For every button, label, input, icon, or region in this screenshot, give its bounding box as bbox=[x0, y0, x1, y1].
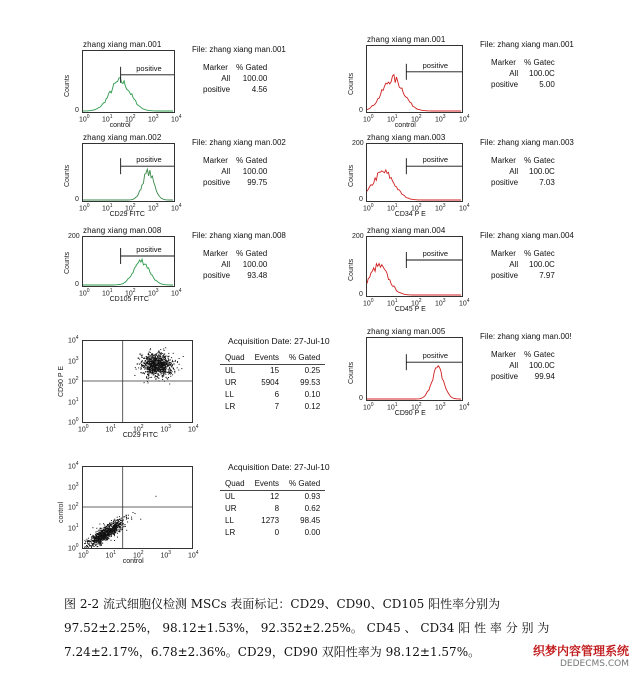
y-tick-max: 200 bbox=[68, 233, 80, 240]
marker-table-header: % Gated bbox=[236, 63, 268, 72]
marker-name: All bbox=[221, 167, 231, 176]
marker-table bbox=[200, 62, 270, 95]
x-tick-label: $10^1$ bbox=[105, 424, 117, 434]
x-axis-label: CD45 P E bbox=[394, 306, 426, 313]
quadrant-events: 6 bbox=[274, 390, 280, 399]
y-axis-label: Counts bbox=[348, 73, 355, 96]
quadrant-table-header: Events bbox=[250, 478, 284, 491]
histogram-plot bbox=[82, 236, 176, 288]
quadrant-table bbox=[220, 478, 325, 539]
plot-frame bbox=[83, 51, 175, 113]
x-tick-label: $10^1$ bbox=[387, 402, 398, 412]
plot-frame bbox=[367, 338, 463, 401]
x-axis-label: CD105 FITC bbox=[109, 296, 149, 303]
x-tick-exponent: 0 bbox=[370, 203, 374, 209]
x-tick-label: $10^0$ bbox=[363, 402, 374, 412]
marker-value: 100.00 bbox=[242, 74, 268, 83]
marker-table-header: % Gatec bbox=[524, 249, 555, 258]
y-axis-label: Counts bbox=[64, 74, 71, 97]
histogram-curve bbox=[367, 75, 461, 111]
quadrant-table-header: % Gated bbox=[284, 352, 325, 365]
quadrant-table-header: % Gated bbox=[284, 478, 325, 491]
marker-table-header: % Gatec bbox=[524, 58, 555, 67]
quadrant-name: LR bbox=[225, 528, 236, 537]
file-name: File: zhang xiang man.001 bbox=[480, 40, 574, 49]
y-tick-zero: 0 bbox=[75, 196, 79, 203]
marker-name: positive bbox=[491, 178, 519, 187]
watermark-line-1: 织梦内容管理系统 bbox=[532, 644, 629, 658]
x-tick-label: $10^1$ bbox=[102, 288, 113, 298]
x-tick-exponent: 1 bbox=[394, 402, 398, 408]
marker-table bbox=[488, 349, 558, 382]
x-tick-exponent: 0 bbox=[85, 424, 89, 430]
marker-table bbox=[488, 57, 558, 90]
x-tick-exponent: 3 bbox=[168, 550, 172, 556]
x-tick-label: $10^2$ bbox=[411, 203, 422, 213]
x-tick-exponent: 0 bbox=[86, 203, 90, 209]
x-tick-label: $10^4$ bbox=[459, 203, 470, 213]
x-tick-label: $10^1$ bbox=[387, 298, 398, 308]
y-axis-label: Counts bbox=[64, 251, 71, 274]
x-tick-label: $10^4$ bbox=[171, 114, 182, 124]
histogram-curve bbox=[83, 169, 173, 200]
marker-value: 5.00 bbox=[539, 80, 555, 89]
y-tick-exponent: 3 bbox=[75, 481, 79, 488]
marker-name: All bbox=[509, 260, 519, 269]
x-tick-label: $10^3$ bbox=[148, 114, 159, 124]
histogram-title: zhang xiang man.001 bbox=[83, 40, 162, 49]
quadrant-name: UR bbox=[225, 378, 237, 387]
quadrant-table-header: Events bbox=[250, 352, 284, 365]
y-tick-zero: 0 bbox=[359, 196, 363, 203]
marker-table-header: Marker bbox=[203, 63, 228, 72]
x-tick-exponent: 1 bbox=[394, 298, 398, 304]
x-axis-label: CD29 FITC bbox=[122, 432, 159, 439]
y-tick-label: $10^2$ bbox=[68, 502, 79, 512]
histogram-curve bbox=[367, 366, 461, 399]
x-tick-exponent: 4 bbox=[195, 550, 199, 556]
acquisition-date: Acquisition Date: 27-Jul-10 bbox=[228, 336, 330, 346]
quadrant-name: LR bbox=[225, 402, 236, 411]
x-tick-label: $10^1$ bbox=[105, 550, 117, 560]
histogram-plot bbox=[82, 143, 176, 203]
x-tick-label: $10^1$ bbox=[102, 114, 113, 124]
y-tick-label: $10^3$ bbox=[68, 355, 79, 365]
x-tick-label: $10^0$ bbox=[78, 550, 89, 560]
file-name: File: zhang xiang man.001 bbox=[192, 45, 286, 54]
quadrant-name: LL bbox=[225, 390, 234, 399]
histogram-curve bbox=[367, 264, 461, 296]
x-tick-exponent: 2 bbox=[132, 203, 136, 209]
x-tick-label: $10^3$ bbox=[435, 402, 446, 412]
x-tick-label: $10^2$ bbox=[133, 424, 144, 434]
marker-name: positive bbox=[491, 271, 519, 280]
x-tick-label: $10^3$ bbox=[160, 424, 172, 434]
x-tick-exponent: 4 bbox=[466, 402, 470, 408]
quadrant-events: 7 bbox=[274, 402, 280, 411]
x-tick-exponent: 3 bbox=[442, 298, 446, 304]
x-tick-exponent: 3 bbox=[442, 203, 446, 209]
x-tick-exponent: 2 bbox=[132, 288, 136, 294]
x-tick-label: $10^2$ bbox=[133, 550, 144, 560]
y-tick-exponent: 1 bbox=[75, 396, 79, 403]
marker-value: 100.00 bbox=[242, 167, 268, 176]
file-name: File: zhang xiang man.003 bbox=[480, 138, 574, 147]
gate-label: positive bbox=[422, 60, 449, 70]
y-tick-max: 200 bbox=[352, 233, 364, 240]
marker-value: 99.94 bbox=[534, 372, 555, 381]
histogram-plot bbox=[366, 143, 464, 203]
x-tick-exponent: 2 bbox=[418, 298, 422, 304]
figure-caption bbox=[64, 592, 584, 664]
y-tick-exponent: 2 bbox=[75, 376, 79, 382]
x-tick-label: $10^0$ bbox=[78, 424, 89, 434]
marker-value: 100.0C bbox=[529, 361, 555, 370]
plot-frame bbox=[83, 237, 175, 287]
x-axis-label: control bbox=[109, 122, 131, 129]
y-axis-label: CD90 P E bbox=[58, 366, 65, 398]
file-name: File: zhang xiang man.002 bbox=[192, 138, 286, 147]
y-tick-label: $10^0$ bbox=[68, 417, 79, 427]
y-tick-label: $10^0$ bbox=[68, 543, 79, 553]
y-tick-label: $10^1$ bbox=[68, 522, 79, 532]
x-tick-label: $10^4$ bbox=[459, 114, 470, 124]
x-tick-label: $10^4$ bbox=[171, 203, 182, 213]
marker-name: positive bbox=[491, 372, 519, 381]
gate-label: positive bbox=[422, 351, 449, 361]
x-tick-exponent: 3 bbox=[442, 114, 446, 120]
x-tick-label: $10^0$ bbox=[363, 298, 374, 308]
watermark bbox=[533, 642, 629, 669]
y-tick-label: $10^2$ bbox=[68, 376, 79, 386]
y-tick-zero: 0 bbox=[359, 395, 363, 402]
marker-table-header: Marker bbox=[491, 249, 516, 258]
marker-name: All bbox=[509, 361, 519, 370]
file-name: File: zhang xiang man.004 bbox=[480, 231, 574, 240]
x-axis-label: CD29 FITC bbox=[109, 211, 145, 218]
y-tick-zero: 0 bbox=[359, 291, 363, 298]
plot-frame bbox=[83, 144, 175, 202]
marker-value: 7.97 bbox=[539, 271, 555, 280]
x-tick-label: $10^1$ bbox=[102, 203, 113, 213]
y-tick-exponent: 4 bbox=[75, 461, 79, 467]
x-tick-label: $10^2$ bbox=[125, 288, 136, 298]
plot-frame bbox=[367, 144, 463, 202]
marker-value: 100.0C bbox=[529, 167, 555, 176]
x-tick-exponent: 3 bbox=[442, 402, 446, 408]
marker-table-header: Marker bbox=[491, 58, 516, 67]
gate-label: positive bbox=[422, 249, 449, 258]
y-axis-label: Counts bbox=[348, 362, 355, 385]
marker-value: 4.56 bbox=[251, 85, 268, 94]
histogram-plot bbox=[366, 45, 464, 114]
x-tick-exponent: 2 bbox=[132, 114, 136, 120]
quadrant-events: 12 bbox=[270, 492, 280, 501]
x-tick-exponent: 4 bbox=[466, 114, 470, 120]
marker-value: 100.0C bbox=[529, 69, 555, 78]
quadrant-name: LL bbox=[225, 516, 234, 525]
x-tick-label: $10^4$ bbox=[459, 402, 470, 412]
gate-label: positive bbox=[136, 63, 162, 73]
x-axis-label: CD90 P E bbox=[394, 410, 426, 417]
marker-table bbox=[488, 248, 558, 281]
quadrant-percent: 0.93 bbox=[304, 492, 321, 501]
x-tick-exponent: 2 bbox=[418, 203, 422, 209]
x-tick-exponent: 0 bbox=[85, 550, 89, 556]
quadrant-events: 5904 bbox=[261, 378, 280, 387]
x-tick-exponent: 3 bbox=[155, 203, 159, 209]
quadrant-table-header: Quad bbox=[220, 352, 250, 365]
dot-plot bbox=[82, 340, 194, 424]
caption-line-1: 图 2-2 流式细胞仪检测 MSCs 表面标记：CD29、CD90、CD105 阳性率分别为 bbox=[64, 597, 501, 611]
x-tick-label: $10^4$ bbox=[459, 298, 470, 308]
x-tick-label: $10^4$ bbox=[188, 424, 199, 434]
histogram-curve bbox=[367, 170, 461, 200]
x-tick-exponent: 3 bbox=[155, 114, 159, 120]
x-tick-exponent: 4 bbox=[195, 424, 199, 430]
x-tick-exponent: 1 bbox=[109, 203, 113, 209]
marker-table-header: Marker bbox=[203, 249, 228, 258]
quadrant-events: 15 bbox=[270, 366, 280, 375]
y-tick-label: $10^4$ bbox=[68, 461, 79, 471]
x-tick-exponent: 0 bbox=[370, 114, 374, 120]
y-tick-max: 200 bbox=[352, 140, 364, 147]
acquisition-date: Acquisition Date: 27-Jul-10 bbox=[228, 462, 330, 472]
marker-value: 7.03 bbox=[539, 178, 555, 187]
x-tick-label: $10^0$ bbox=[363, 203, 374, 213]
x-tick-exponent: 1 bbox=[109, 288, 113, 294]
marker-name: All bbox=[221, 74, 231, 83]
y-tick-zero: 0 bbox=[359, 107, 363, 114]
y-tick-label: $10^4$ bbox=[68, 335, 79, 345]
y-tick-label: $10^1$ bbox=[68, 396, 79, 406]
event-dots bbox=[84, 496, 156, 548]
marker-table bbox=[200, 248, 270, 281]
y-axis-label: Counts bbox=[348, 258, 355, 281]
x-axis-label: control bbox=[122, 558, 144, 565]
marker-table-header: Marker bbox=[491, 350, 516, 359]
x-tick-label: $10^4$ bbox=[188, 550, 199, 560]
x-axis-label: control bbox=[394, 122, 416, 129]
marker-table-header: % Gatec bbox=[524, 350, 555, 359]
x-tick-label: $10^3$ bbox=[435, 298, 446, 308]
x-tick-exponent: 3 bbox=[168, 424, 172, 430]
quadrant-percent: 0.62 bbox=[304, 504, 321, 513]
x-tick-label: $10^0$ bbox=[79, 114, 90, 124]
y-axis-label: control bbox=[58, 502, 65, 524]
x-tick-exponent: 4 bbox=[178, 288, 182, 294]
histogram-plot bbox=[82, 50, 176, 114]
marker-table-header: % Gated bbox=[236, 249, 268, 258]
x-tick-label: $10^4$ bbox=[171, 288, 182, 298]
x-tick-label: $10^0$ bbox=[79, 288, 90, 298]
histogram-plot bbox=[366, 337, 464, 402]
quadrant-events: 8 bbox=[274, 504, 280, 513]
watermark-line-2: DEDECMS.COM bbox=[560, 659, 629, 669]
quadrant-percent: 0.25 bbox=[304, 366, 321, 375]
x-tick-label: $10^2$ bbox=[125, 203, 136, 213]
quadrant-name: UL bbox=[225, 492, 236, 501]
histogram-title: zhang xiang man.008 bbox=[83, 226, 162, 235]
marker-value: 99.75 bbox=[247, 178, 268, 187]
caption-line-3: 7.24±2.17%，6.78±2.36%。CD29，CD90 双阳性率为 98.12±1.57%。 bbox=[64, 645, 481, 659]
file-name: File: zhang xiang man.00! bbox=[480, 332, 572, 341]
quadrant-table-header: Quad bbox=[220, 478, 250, 491]
histogram-title: zhang xiang man.001 bbox=[367, 35, 446, 44]
x-tick-exponent: 2 bbox=[418, 402, 422, 408]
marker-name: All bbox=[509, 69, 519, 78]
x-tick-label: $10^2$ bbox=[411, 114, 422, 124]
x-tick-exponent: 4 bbox=[178, 203, 182, 209]
x-tick-label: $10^3$ bbox=[148, 288, 159, 298]
y-tick-exponent: 1 bbox=[75, 522, 79, 529]
x-tick-label: $10^3$ bbox=[435, 203, 446, 213]
event-dots bbox=[134, 347, 183, 384]
histogram-curve bbox=[83, 259, 173, 285]
x-tick-exponent: 2 bbox=[418, 114, 422, 120]
marker-value: 93.48 bbox=[247, 271, 268, 280]
x-tick-label: $10^2$ bbox=[125, 114, 136, 124]
y-tick-exponent: 3 bbox=[75, 355, 79, 362]
marker-name: All bbox=[221, 260, 231, 269]
marker-table-header: % Gatec bbox=[524, 156, 555, 165]
x-tick-exponent: 1 bbox=[394, 203, 398, 209]
y-tick-zero: 0 bbox=[75, 107, 79, 114]
gate-label: positive bbox=[136, 245, 162, 254]
x-tick-exponent: 1 bbox=[394, 114, 398, 120]
gate-label: positive bbox=[136, 155, 162, 165]
x-tick-exponent: 0 bbox=[370, 298, 374, 304]
gate-label: positive bbox=[422, 155, 449, 165]
y-tick-label: $10^3$ bbox=[68, 481, 79, 491]
x-tick-exponent: 1 bbox=[113, 550, 117, 556]
marker-value: 100.0C bbox=[529, 260, 555, 269]
caption-line-2: 97.52±2.25%， 98.12±1.53%， 92.352±2.25%。 CD45 、 CD34 阳 性 率 分 别 为 bbox=[64, 621, 550, 635]
histogram-title: zhang xiang man.002 bbox=[83, 133, 162, 142]
y-tick-zero: 0 bbox=[75, 281, 79, 288]
x-tick-exponent: 3 bbox=[155, 288, 159, 294]
y-tick-exponent: 2 bbox=[75, 502, 79, 508]
y-tick-exponent: 4 bbox=[75, 335, 79, 341]
x-tick-label: $10^3$ bbox=[160, 550, 172, 560]
histogram-title: zhang xiang man.003 bbox=[367, 133, 446, 142]
x-tick-label: $10^1$ bbox=[387, 203, 398, 213]
x-tick-exponent: 1 bbox=[113, 424, 117, 430]
marker-name: positive bbox=[203, 178, 231, 187]
plot-frame bbox=[367, 46, 463, 113]
marker-table bbox=[488, 155, 558, 188]
y-tick-exponent: 0 bbox=[75, 543, 79, 549]
quadrant-percent: 98.45 bbox=[300, 516, 321, 525]
histogram-curve bbox=[83, 78, 173, 111]
y-tick-exponent: 0 bbox=[75, 417, 79, 423]
quadrant-events: 1273 bbox=[261, 516, 280, 525]
marker-table-header: Marker bbox=[491, 156, 516, 165]
quadrant-percent: 0.00 bbox=[304, 528, 321, 537]
x-tick-label: $10^0$ bbox=[363, 114, 374, 124]
x-tick-label: $10^3$ bbox=[435, 114, 446, 124]
dot-plot bbox=[82, 466, 194, 550]
quadrant-name: UR bbox=[225, 504, 237, 513]
quadrant-percent: 0.12 bbox=[304, 402, 321, 411]
x-tick-label: $10^2$ bbox=[411, 402, 422, 412]
file-name: File: zhang xiang man.008 bbox=[192, 231, 286, 240]
x-tick-exponent: 4 bbox=[178, 114, 182, 120]
y-axis-label: Counts bbox=[348, 164, 355, 187]
y-axis-label: Counts bbox=[64, 164, 71, 187]
x-tick-exponent: 0 bbox=[86, 288, 90, 294]
x-tick-exponent: 1 bbox=[109, 114, 113, 120]
quadrant-percent: 0.10 bbox=[304, 390, 321, 399]
x-tick-exponent: 2 bbox=[140, 424, 144, 430]
x-tick-exponent: 2 bbox=[140, 550, 144, 556]
marker-name: positive bbox=[491, 80, 519, 89]
x-tick-label: $10^0$ bbox=[79, 203, 90, 213]
marker-table-header: % Gated bbox=[236, 156, 268, 165]
x-tick-exponent: 4 bbox=[466, 298, 470, 304]
histogram-plot bbox=[366, 236, 464, 298]
quadrant-events: 0 bbox=[274, 528, 280, 537]
x-tick-label: $10^3$ bbox=[148, 203, 159, 213]
quadrant-table bbox=[220, 352, 325, 413]
marker-table-header: Marker bbox=[203, 156, 228, 165]
histogram-title: zhang xiang man.005 bbox=[367, 327, 446, 336]
x-tick-exponent: 0 bbox=[370, 402, 374, 408]
marker-table bbox=[200, 155, 270, 188]
x-tick-exponent: 4 bbox=[466, 203, 470, 209]
x-tick-exponent: 0 bbox=[86, 114, 90, 120]
x-tick-label: $10^1$ bbox=[387, 114, 398, 124]
marker-name: positive bbox=[203, 271, 231, 280]
quadrant-name: UL bbox=[225, 366, 236, 375]
marker-name: All bbox=[509, 167, 519, 176]
marker-name: positive bbox=[203, 85, 231, 94]
histogram-title: zhang xiang man.004 bbox=[367, 226, 446, 235]
marker-value: 100.00 bbox=[242, 260, 268, 269]
x-tick-label: $10^2$ bbox=[411, 298, 422, 308]
quadrant-percent: 99.53 bbox=[300, 378, 321, 387]
plot-frame bbox=[83, 341, 193, 423]
x-axis-label: CD34 P E bbox=[394, 211, 426, 218]
